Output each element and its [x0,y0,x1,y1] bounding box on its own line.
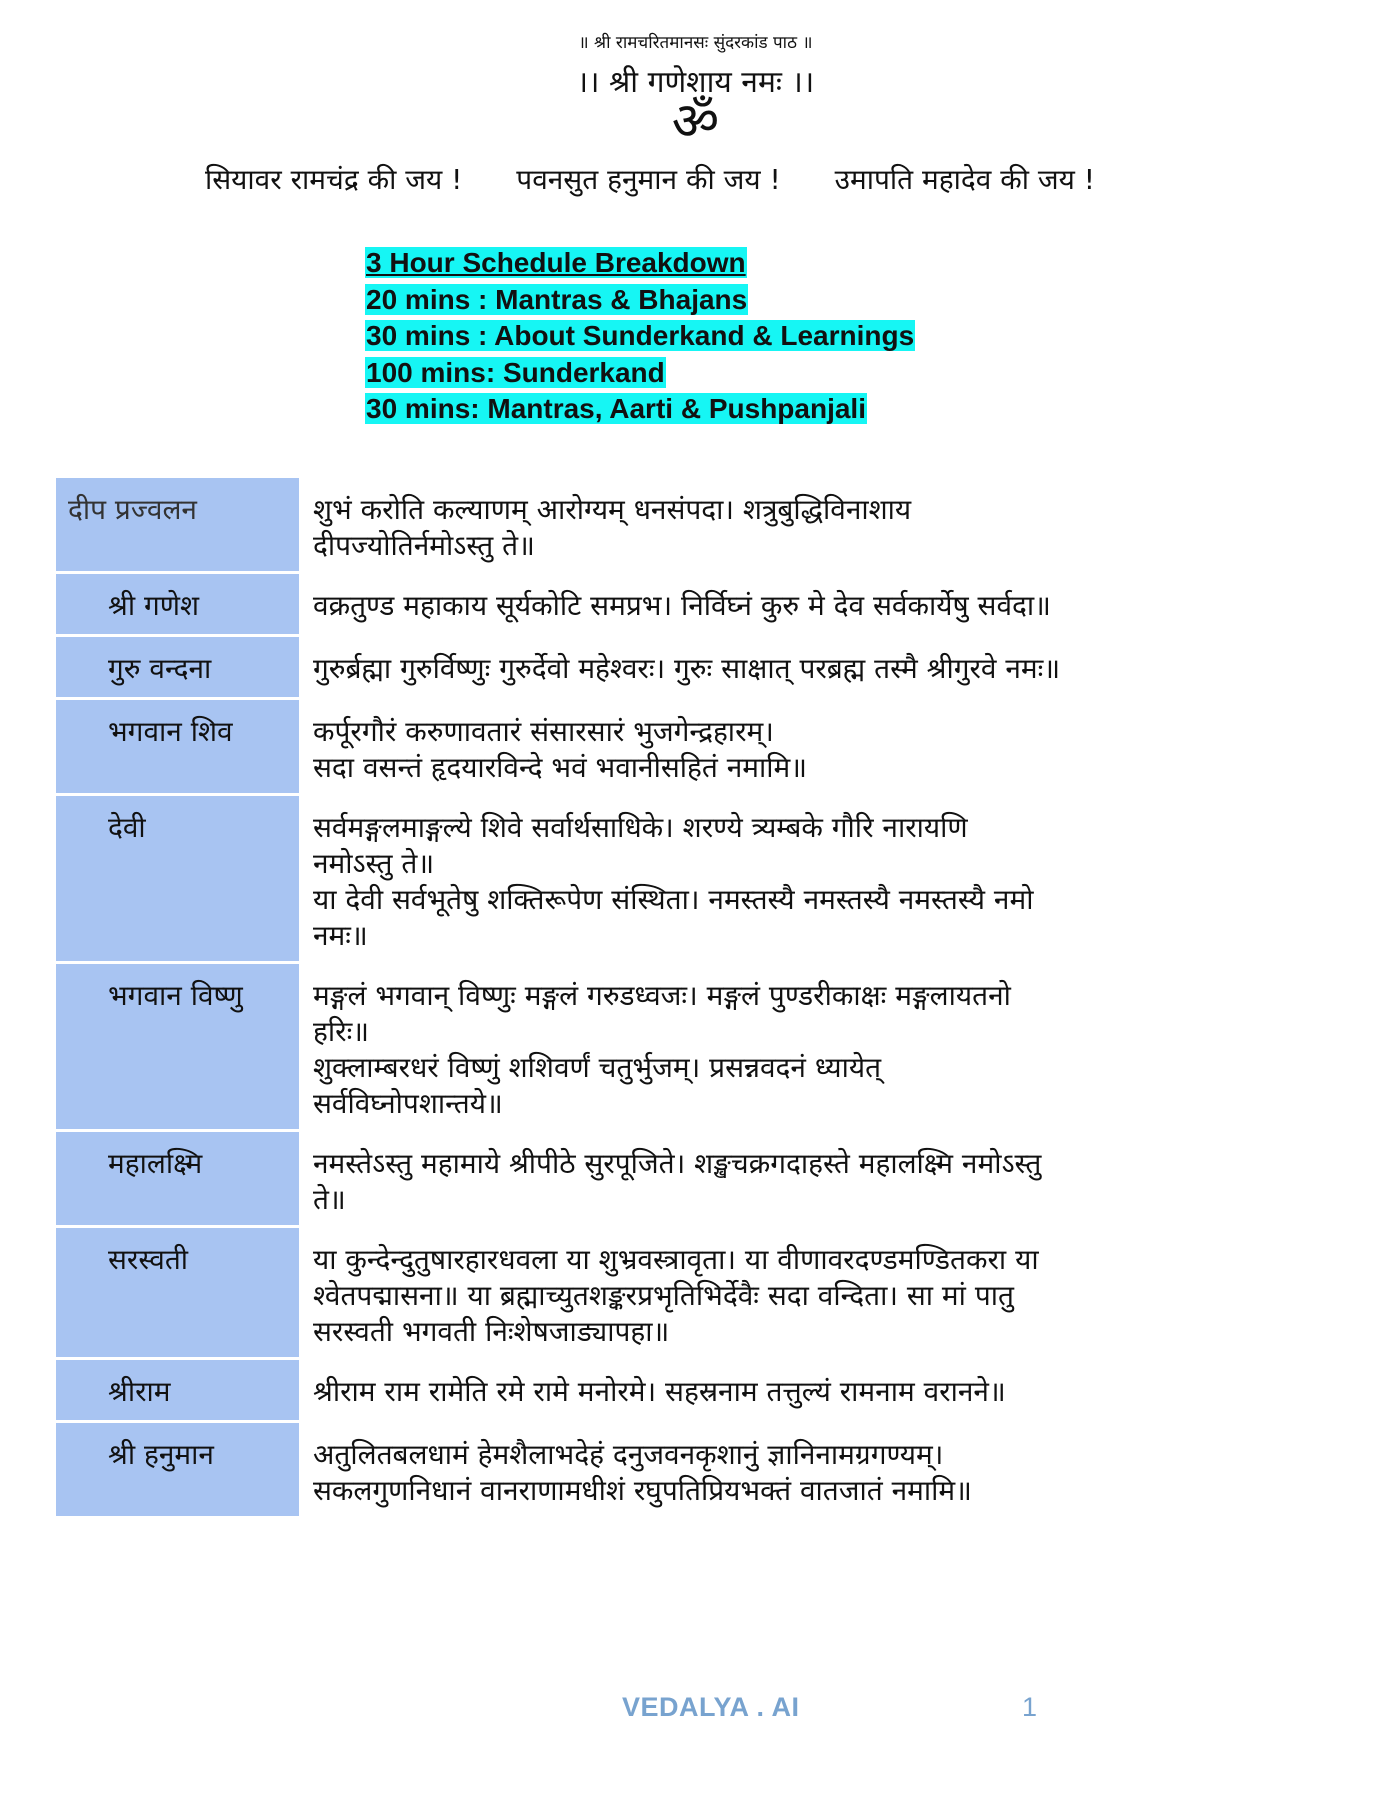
deity-label: श्रीराम [56,1360,299,1423]
om-symbol: ॐ [671,92,720,152]
mantra-line: नमस्तेऽस्तु महामाये श्रीपीठे सुरपूजिते। शङ्खचक्रगदाहस्ते महालक्ष्मि नमोऽस्तु [313,1147,1042,1180]
deity-label: भगवान शिव [56,700,299,796]
mantra-line: दीपज्योतिर्नमोऽस्तु ते॥ [313,529,535,562]
mantra-line: सदा वसन्तं हृदयारविन्दे भवं भवानीसहितं नमामि॥ [313,751,808,784]
mantra-line: अतुलितबलधामं हेमशैलाभदेहं दनुजवनकृशानुं ज्ञानिनामग्रगण्यम्। [313,1438,944,1471]
jai-umapati: उमापति महादेव की जय ! [834,163,1096,196]
mantra-line: शुक्लाम्बरधरं विष्णुं शशिवर्णं चतुर्भुजम्। प्रसन्नवदनं ध्यायेत् [313,1051,882,1084]
ganesha-invocation: ।। श्री गणेशाय नमः ।। [576,65,815,100]
deity-label: श्री गणेश [56,574,299,637]
jai-row [205,160,1305,198]
mantra-line: सर्वविघ्नोपशान्तये॥ [313,1087,503,1120]
mantra-row [56,700,1296,796]
mantra-line: या देवी सर्वभूतेषु शक्तिरूपेण संस्थिता। नमस्तस्यै नमस्तस्यै नमस्तस्यै नमो [313,883,1034,916]
schedule-item: 30 mins: Mantras, Aarti & Pushpanjali [366,393,866,424]
mantra-row [56,964,1296,1132]
mantra-text [299,637,1296,700]
mantra-line: नमोऽस्तु ते॥ [313,847,435,880]
mantra-line: या कुन्देन्दुतुषारहारधवला या शुभ्रवस्त्रावृता। या वीणावरदण्डमण्डितकरा या [313,1243,1039,1276]
deity-label: श्री हनुमान [56,1423,299,1519]
deity-label: दीप प्रज्वलन [56,478,299,574]
deity-label: देवी [56,796,299,964]
mantra-text [299,1228,1296,1360]
mantra-text [299,796,1296,964]
mantra-line: ते॥ [313,1183,346,1216]
mantra-text [299,478,1296,574]
mantra-line: हरिः॥ [313,1015,370,1048]
mantra-row [56,796,1296,964]
mantra-line: सर्वमङ्गलमाङ्गल्ये शिवे सर्वार्थसाधिके। शरण्ये त्र्यम्बके गौरि नारायणि [313,811,968,844]
mantra-line: श्वेतपद्मासना॥ या ब्रह्माच्युतशङ्करप्रभृतिभिर्देवैः सदा वन्दिता। सा मां पातु [313,1279,1014,1312]
mantra-row [56,478,1296,574]
jai-pavansut: पवनसुत हनुमान की जय ! [516,163,781,196]
schedule-heading: 3 Hour Schedule Breakdown [366,247,746,278]
header-title-line: ॥ श्री रामचरितमानसः सुंदरकांड पाठ ॥ [578,33,813,53]
schedule-item: 20 mins : Mantras & Bhajans [366,283,748,315]
footer-brand: VEDALYA . AI [622,1692,800,1722]
deity-label: गुरु वन्दना [56,637,299,700]
mantra-text [299,1132,1296,1228]
schedule-item: 100 mins: Sunderkand [366,356,665,388]
mantra-line: मङ्गलं भगवान् विष्णुः मङ्गलं गरुडध्वजः। मङ्गलं पुण्डरीकाक्षः मङ्गलायतनो [313,979,1011,1012]
mantra-line: सकलगुणनिधानं वानराणामधीशं रघुपतिप्रियभक्तं वातजातं नमामि॥ [313,1474,972,1507]
mantra-row [56,1132,1296,1228]
mantra-text [299,574,1296,637]
jai-siyavar: सियावर रामचंद्र की जय ! [205,163,463,196]
mantra-table [56,478,1296,1519]
mantra-row [56,1423,1296,1519]
mantra-text [299,964,1296,1132]
mantra-text [299,1360,1296,1423]
mantra-row [56,1360,1296,1423]
schedule-block [365,245,915,428]
mantra-row [56,574,1296,637]
mantra-line: श्रीराम राम रामेति रमे रामे मनोरमे। सहस्रनाम तत्तुल्यं रामनाम वरानने॥ [313,1375,1006,1408]
mantra-line: कर्पूरगौरं करुणावतारं संसारसारं भुजगेन्द्रहारम्। [313,715,774,748]
mantra-text [299,1423,1296,1519]
mantra-text [299,700,1296,796]
mantra-line: शुभं करोति कल्याणम् आरोग्यम् धनसंपदा। शत्रुबुद्धिविनाशाय [313,493,912,526]
mantra-row [56,637,1296,700]
deity-label: भगवान विष्णु [56,964,299,1132]
mantra-line: वक्रतुण्ड महाकाय सूर्यकोटि समप्रभ। निर्विघ्नं कुरु मे देव सर्वकार्येषु सर्वदा॥ [313,589,1051,622]
deity-label: महालक्ष्मि [56,1132,299,1228]
schedule-item: 30 mins : About Sunderkand & Learnings [366,320,915,351]
mantra-line: नमः॥ [313,919,368,952]
mantra-line: सरस्वती भगवती निःशेषजाड्यापहा॥ [313,1315,670,1348]
mantra-row [56,1228,1296,1360]
page-number: 1 [1022,1692,1038,1722]
mantra-line: गुरुर्ब्रह्मा गुरुर्विष्णुः गुरुर्देवो महेश्वरः। गुरुः साक्षात् परब्रह्म तस्मै श्रीगुरवे नमः॥ [313,652,1061,685]
deity-label: सरस्वती [56,1228,299,1360]
